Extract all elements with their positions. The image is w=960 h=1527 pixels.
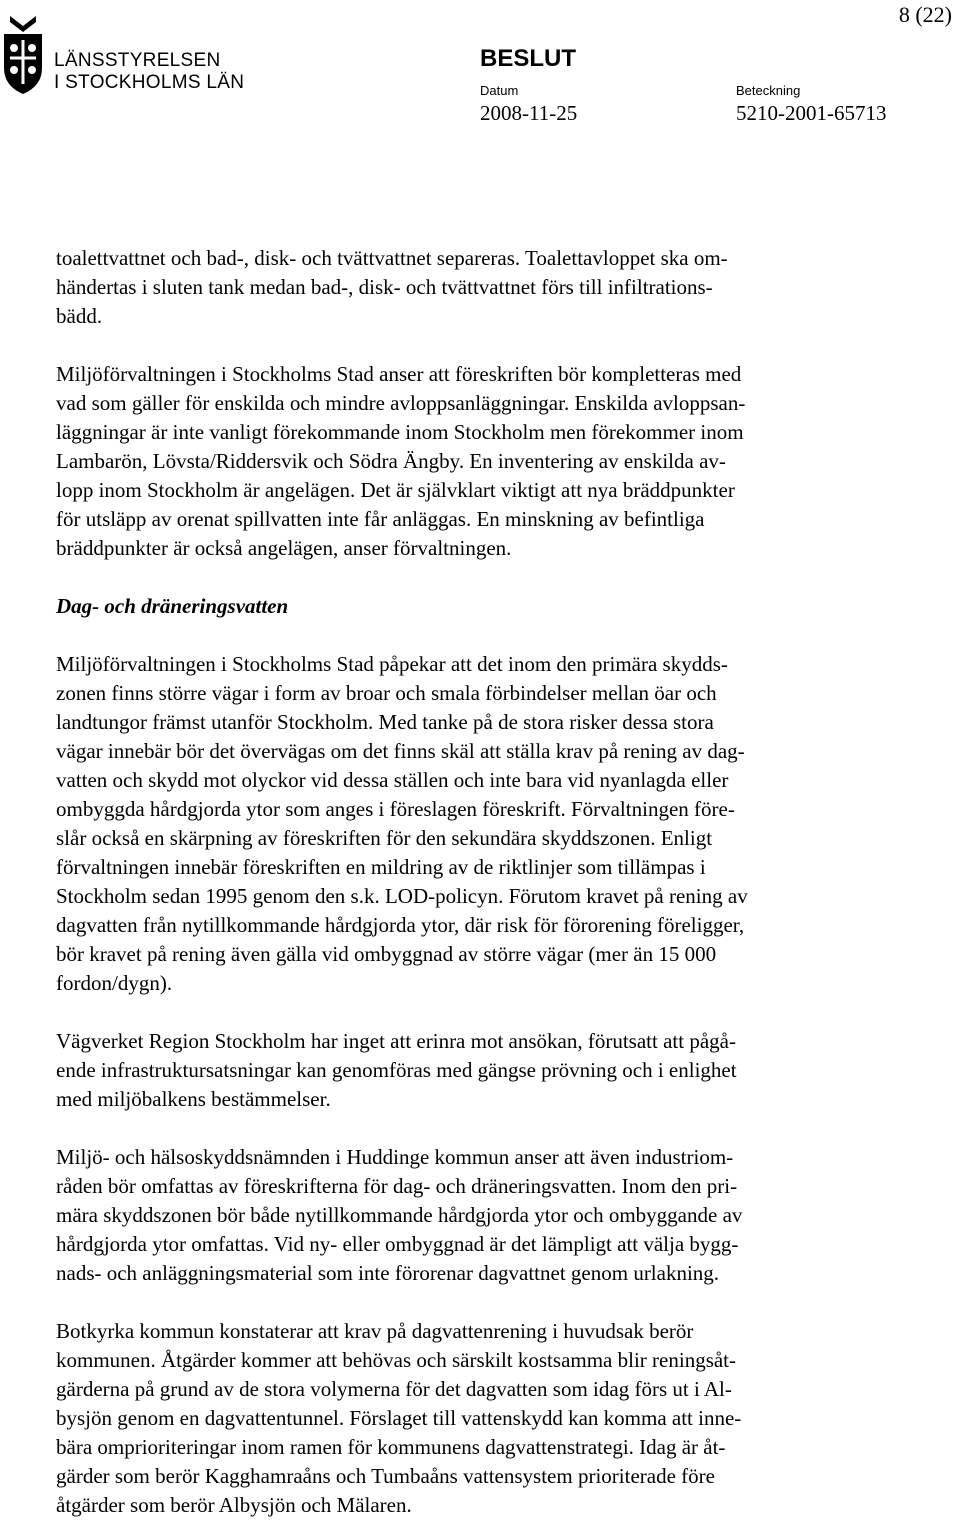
text-line: förvaltningen innebär föreskriften en mildring av de riktlinjer som tillämpas i (56, 855, 706, 879)
paragraph-miljoforvaltningen-avlopp (56, 360, 936, 563)
paragraph-vagverket (56, 1027, 936, 1114)
text-line: Botkyrka kommun konstaterar att krav på dagvattenrening i huvudsak berör (56, 1319, 694, 1343)
section-heading: Dag- och dräneringsvatten (56, 594, 289, 618)
text-line: mära skyddszonen bör både nytillkommande hårdgjorda ytor och ombyggande av (56, 1203, 743, 1227)
county-board-logo (0, 12, 245, 100)
text-line: landtungor främst utanför Stockholm. Med tanke på de stora risker dessa stora (56, 710, 714, 734)
crest-icon (0, 14, 46, 96)
text-line: gärderna på grund av de stora volymerna för det dagvatten som idag förs ut i Al- (56, 1377, 732, 1401)
text-line: toalettvattnet och bad-, disk- och tvättvattnet separeras. Toalettavloppet ska om- (56, 246, 728, 270)
text-line: bära omprioriteringar inom ramen för kommunens dagvattenstrategi. Idag är åt- (56, 1435, 726, 1459)
paragraph-miljoforvaltningen-dagvatten (56, 650, 936, 998)
text-line: ombyggda hårdgjorda ytor som anges i föreslagen föreskrift. Förvaltningen före- (56, 797, 735, 821)
text-line: med miljöbalkens bestämmelser. (56, 1087, 331, 1111)
reference-value: 5210-2001-65713 (736, 101, 887, 125)
text-line: slår också en skärpning av föreskriften för den sekundära skyddszonen. Enligt (56, 826, 713, 850)
text-line: Miljö- och hälsoskyddsnämnden i Huddinge kommun anser att även industriom- (56, 1145, 734, 1169)
text-line: vad som gäller för enskilda och mindre avloppsanläggningar. Enskilda avloppsan- (56, 391, 746, 415)
text-line: råden bör omfattas av föreskrifterna för dag- och dräneringsvatten. Inom den pri- (56, 1174, 738, 1198)
text-line: kommunen. Åtgärder kommer att behövas och särskilt kostsamma blir reningsåt- (56, 1348, 737, 1372)
organization-name-line1: LÄNSSTYRELSEN (54, 50, 221, 71)
page-number: 8 (22) (898, 2, 952, 27)
document-type: BESLUT (480, 45, 576, 72)
text-line: vägar innebär bör det övervägas om det finns skäl att ställa krav på rening av dag- (56, 739, 745, 763)
text-line: läggningar är inte vanligt förekommande inom Stockholm men förekommer inom (56, 420, 744, 444)
text-line: nads- och anläggningsmaterial som inte förorenar dagvattnet genom urlakning. (56, 1261, 720, 1285)
text-line: hårdgjorda ytor omfattas. Vid ny- eller ombyggnad är det lämpligt att välja bygg- (56, 1232, 739, 1256)
text-line: bräddpunkter är också angelägen, anser förvaltningen. (56, 536, 512, 560)
document-body (56, 244, 936, 1520)
organization-name-line2: I STOCKHOLMS LÄN (54, 72, 245, 93)
paragraph-botkyrka (56, 1317, 936, 1520)
text-line: Lambarön, Lövsta/Riddersvik och Södra Ängby. En inventering av enskilda av- (56, 449, 726, 473)
paragraph-separation (56, 244, 936, 331)
text-line: fordon/dygn). (56, 971, 173, 995)
text-line: zonen finns större vägar i form av broar och smala förbindelser mellan öar och (56, 681, 717, 705)
text-line: vatten och skydd mot olyckor vid dessa ställen och inte bara vid nyanlagda eller (56, 768, 729, 792)
text-line: Miljöförvaltningen i Stockholms Stad anser att föreskriften bör kompletteras med (56, 362, 742, 386)
text-line: lopp inom Stockholm är angelägen. Det är självklart viktigt att nya bräddpunkter (56, 478, 735, 502)
organization-name (54, 50, 244, 94)
text-line: Miljöförvaltningen i Stockholms Stad påpekar att det inom den primära skydds- (56, 652, 728, 676)
text-line: händertas i sluten tank medan bad-, disk- och tvättvattnet förs till infiltrations- (56, 275, 713, 299)
text-line: Stockholm sedan 1995 genom den s.k. LOD-policyn. Förutom kravet på rening av (56, 884, 748, 908)
text-line: bädd. (56, 304, 103, 328)
text-line: dagvatten från nytillkommande hårdgjorda ytor, där risk för förorening föreligger, (56, 913, 745, 937)
text-line: bysjön genom en dagvattentunnel. Förslaget till vattenskydd kan komma att inne- (56, 1406, 742, 1430)
text-line: Vägverket Region Stockholm har inget att erinra mot ansökan, förutsatt att pågå- (56, 1029, 736, 1053)
text-line: ende infrastruktursatsningar kan genomföras med gängse prövning och i enlighet (56, 1058, 737, 1082)
text-line: gärder som berör Kagghamraåns och Tumbaåns vattensystem prioriterade före (56, 1464, 715, 1488)
text-line: åtgärder som berör Albysjön och Mälaren. (56, 1493, 412, 1517)
date-value: 2008-11-25 (480, 101, 578, 125)
paragraph-huddinge (56, 1143, 936, 1288)
date-label: Datum (480, 83, 519, 98)
text-line: för utsläpp av orenat spillvatten inte får anläggas. En minskning av befintliga (56, 507, 705, 531)
reference-label: Beteckning (736, 83, 801, 98)
text-line: bör kravet på rening även gälla vid ombyggnad av större vägar (mer än 15 000 (56, 942, 717, 966)
